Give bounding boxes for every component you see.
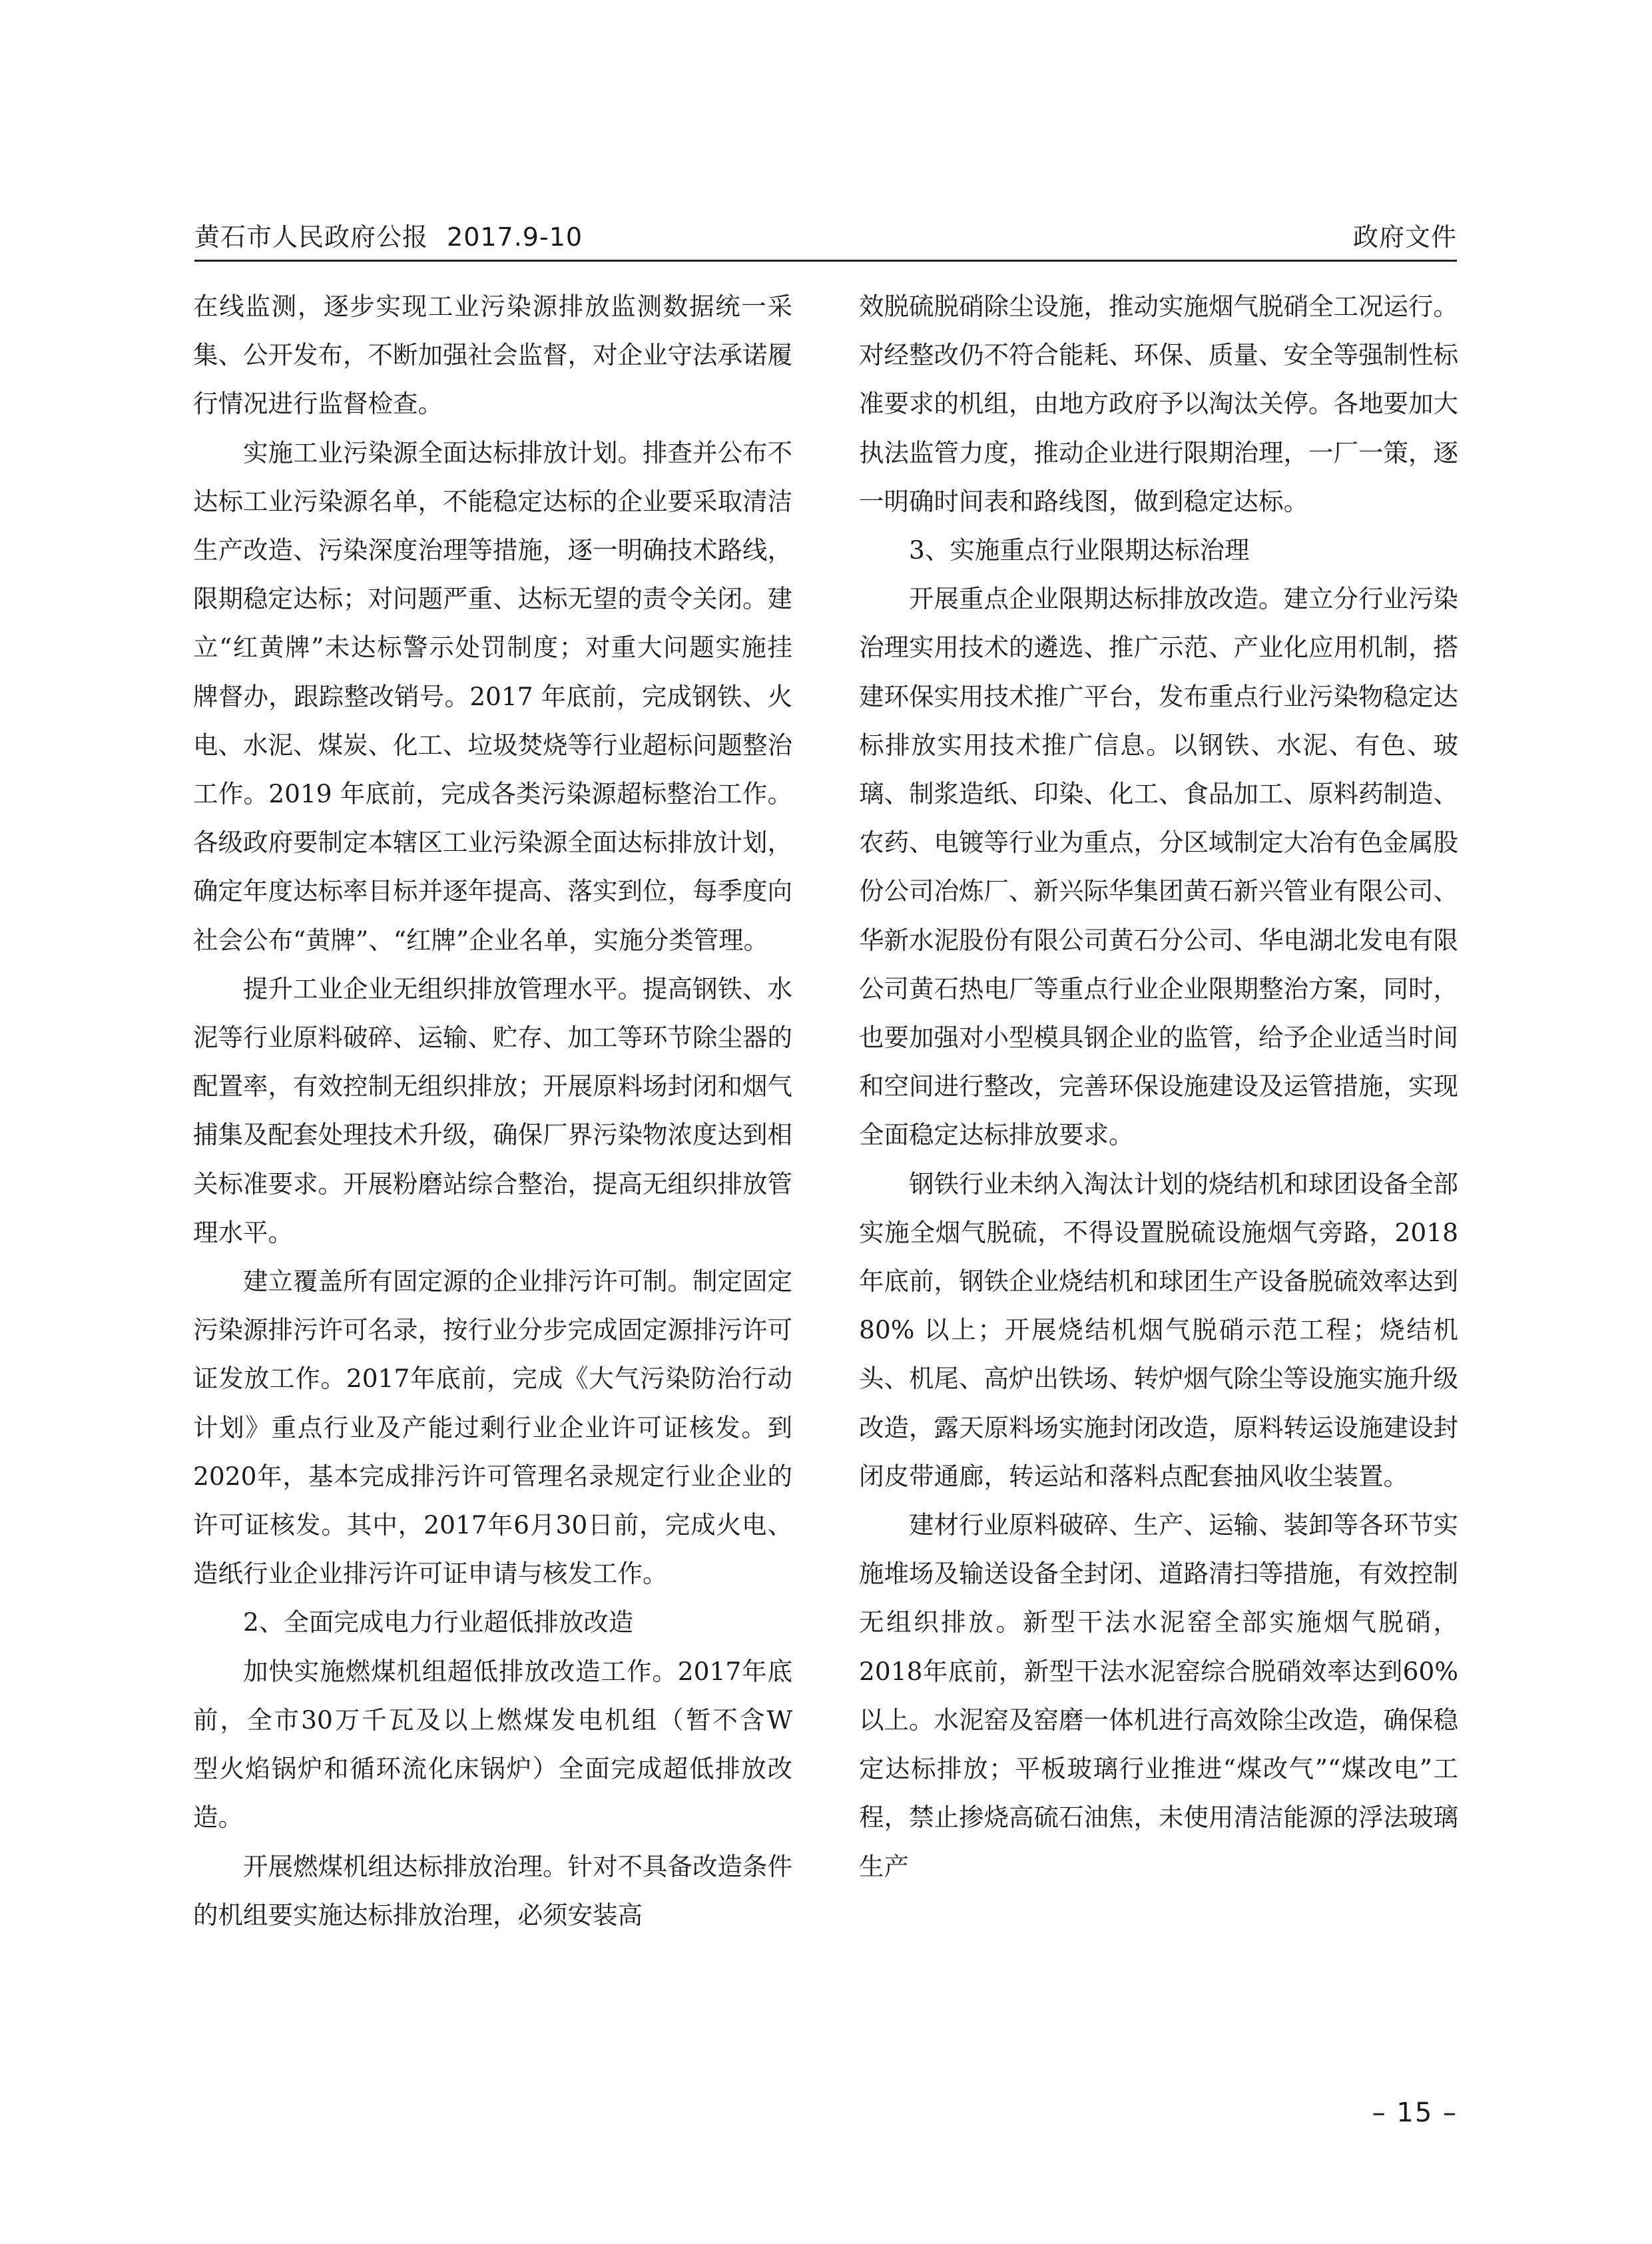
paragraph: 实施工业污染源全面达标排放计划。排查并公布不达标工业污染源名单，不能稳定达标的企业要采取清洁生产改造、污染深度治理等措施，逐一明确技术路线，限期稳定达标；对问题严重、达标无望的责令关闭。建立“红黄牌”未达标警示处罚制度；对重大问题实施挂牌督办，跟踪整改销号。2017 年底前，完成钢铁、火电、水泥、煤炭、化工、垃圾焚烧等行业超标问题整治工作。2019 年底前，完成各类污染源超标整治工作。各级政府要制定本辖区工业污染源全面达标排放计划，确定年度达标率目标并逐年提高、落实到位，每季度向社会公布“黄牌”、“红牌”企业名单，实施分类管理。 (193, 437, 792, 955)
page-number: – 15 – (1372, 2098, 1458, 2128)
right-column (859, 282, 1458, 1891)
paragraph: 在线监测，逐步实现工业污染源排放监测数据统一采集、公开发布，不断加强社会监督，对企业守法承诺履行情况进行监督检查。 (193, 292, 792, 419)
paragraph: 开展燃煤机组达标排放治理。针对不具备改造条件的机组要实施达标排放治理，必须安装高 (193, 1851, 792, 1930)
left-column (193, 282, 818, 1940)
paragraph: 提升工业企业无组织排放管理水平。提高钢铁、水泥等行业原料破碎、运输、贮存、加工等环节除尘器的配置率，有效控制无组织排放；开展原料场封闭和烟气捕集及配套处理技术升级，确保厂界污染物浓度达到相关标准要求。开展粉磨站综合整治，提高无组织排放管理水平。 (193, 974, 792, 1247)
section-label: 政府文件 (1352, 222, 1457, 252)
paragraph: 加快实施燃煤机组超低排放改造工作。2017年底前，全市30万千瓦及以上燃煤发电机组（暂不含W 型火焰锅炉和循环流化床锅炉）全面完成超低排放改造。 (193, 1656, 818, 1832)
paragraph: 钢铁行业未纳入淘汰计划的烧结机和球团设备全部实施全烟气脱硫，不得设置脱硫设施烟气旁路，2018年底前，钢铁企业烧结机和球团生产设备脱硫效率达到80% 以上；开展烧结机烟气脱硝示范工程；烧结机头、机尾、高炉出铁场、转炉烟气除尘等设施实施升级改造，露天原料场实施封闭改造，原料转运设施建设封闭皮带通廊，转运站和落料点配套抽风收尘装置。 (859, 1169, 1458, 1491)
header-publication (194, 216, 583, 253)
section-heading: 2、全面完成电力行业超低排放改造 (243, 1607, 634, 1637)
paragraph: 开展重点企业限期达标排放改造。建立分行业污染治理实用技术的遴选、推广示范、产业化应用机制，搭建环保实用技术推广平台，发布重点行业污染物稳定达标排放实用技术推广信息。以钢铁、水泥、有色、玻璃、制浆造纸、印染、化工、食品加工、原料药制造、农药、电镀等行业为重点，分区域制定大冶有色金属股份公司冶炼厂、新兴际华集团黄石新兴管业有限公司、华新水泥股份有限公司黄石分公司、华电湖北发电有限公司黄石热电厂等重点行业企业限期整治方案，同时，也要加强对小型模具钢企业的监管，给予企业适当时间和空间进行整改，完善环保设施建设及运管措施，实现全面稳定达标排放要求。 (859, 584, 1458, 1150)
paragraph: 建材行业原料破碎、生产、运输、装卸等各环节实施堆场及输送设备全封闭、道路清扫等措施，有效控制无组织排放。新型干法水泥窑全部实施烟气脱硝，2018年底前，新型干法水泥窑综合脱硝效率达到60% 以上。水泥窑及窑磨一体机进行高效除尘改造，确保稳定达标排放；平板玻璃行业推进“煤改气”“煤改电”工程，禁止掺烧高硫石油焦，未使用清洁能源的浮法玻璃生产 (859, 1510, 1458, 1881)
page-header (194, 214, 1457, 262)
publication-title: 黄石市人民政府公报 (194, 222, 429, 252)
paragraph: 效脱硫脱硝除尘设施，推动实施烟气脱硝全工况运行。对经整改仍不符合能耗、环保、质量、安全等强制性标准要求的机组，由地方政府予以淘汰关停。各地要加大执法监管力度，推动企业进行限期治理，一厂一策，逐一明确时间表和路线图，做到稳定达标。 (859, 292, 1458, 516)
paragraph: 建立覆盖所有固定源的企业排污许可制。制定固定污染源排污许可名录，按行业分步完成固定源排污许可证发放工作。2017年底前，完成《大气污染防治行动计划》重点行业及产能过剩行业企业许可证核发。到2020年，基本完成排污许可管理名录规定行业企业的许可证核发。其中，2017年6月30日前，完成火电、造纸行业企业排污许可证申请与核发工作。 (193, 1266, 792, 1589)
issue-number: 2017.9-10 (447, 222, 583, 252)
section-heading: 3、实施重点行业限期达标治理 (909, 535, 1250, 565)
